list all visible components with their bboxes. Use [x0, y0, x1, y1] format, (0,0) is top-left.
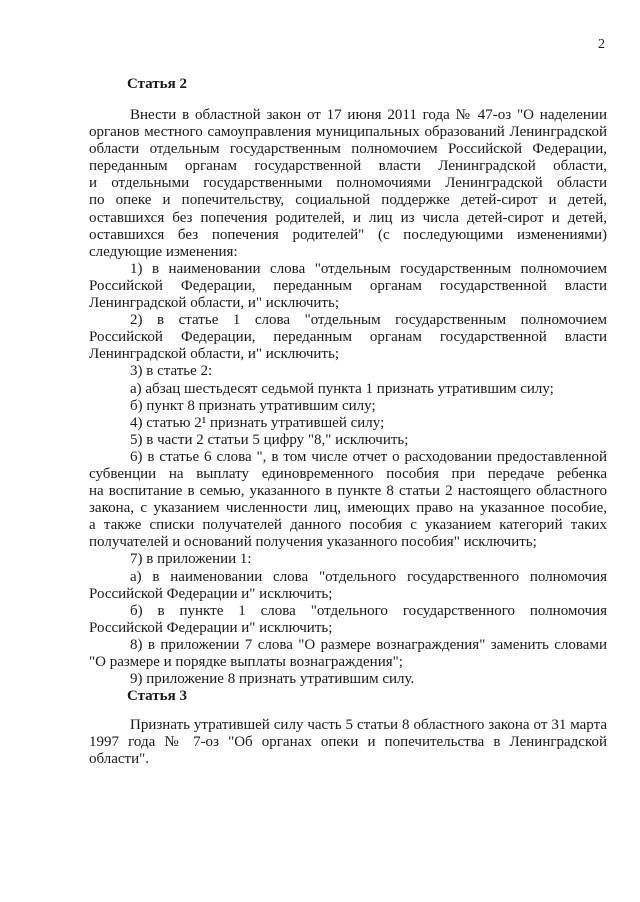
text-line: 1) в наименовании слова "отдельным государственным полномочием: [130, 260, 607, 277]
article-3-heading: Статья 3: [127, 688, 187, 704]
text-line: 9) приложение 8 признать утратившим силу.: [130, 671, 415, 688]
text-line: закона, с указанием численности лиц, имеющих право на указанное пособие,: [89, 500, 607, 517]
text-line: 3) в статье 2:: [130, 363, 213, 380]
text-line: "О размере и порядке выплаты вознаграждения";: [89, 654, 403, 670]
text-line: по опеке и попечительству, социальной поддержке детей-сирот и детей,: [89, 192, 607, 209]
text-line: оставшихся без попечения родителей, и лиц из числа детей-сирот и детей,: [89, 209, 607, 226]
text-line: 8) в приложении 7 слова "О размере вознаграждения" заменить словами: [130, 636, 607, 653]
text-line: Ленинградской области, и" исключить;: [89, 295, 339, 312]
text-line: органов местного самоуправления муниципальных образований Ленинградской: [89, 124, 607, 141]
text-line: 4) статью 2¹ признать утратившей силу;: [130, 414, 385, 431]
text-line: б) пункт 8 признать утратившим силу;: [130, 397, 376, 414]
text-line: оставшихся без попечения родителей" (с последующими изменениями): [89, 226, 607, 243]
text-line: переданным органам государственной власти Ленинградской области,: [89, 158, 607, 175]
text-line: субвенции на выплату единовременного пособия при передаче ребенка: [89, 465, 607, 482]
text-line: Российской Федерации, переданным органам государственной власти: [89, 277, 607, 294]
text-line: и отдельными государственными полномочиями Ленинградской области: [89, 175, 607, 192]
text-line: Признать утратившей силу часть 5 статьи 8 областного закона от 31 марта: [130, 717, 607, 733]
article-3-body: [89, 717, 607, 768]
text-line: 6) в статье 6 слова ", в том числе отчет о расходовании предоставленной: [130, 448, 607, 465]
text-line: Российской Федерации и" исключить;: [89, 619, 333, 636]
text-line: Внести в областной закон от 17 июня 2011 года № 47-оз "О наделении: [130, 107, 607, 123]
text-line: области отдельным государственным полномочием Российской Федерации,: [89, 141, 607, 158]
text-line: Российской Федерации и" исключить;: [89, 585, 333, 602]
text-line: 2) в статье 1 слова "отдельным государственным полномочием: [130, 312, 607, 329]
text-line: Российской Федерации, переданным органам государственной власти: [89, 329, 607, 346]
text-line: а) абзац шестьдесят седьмой пункта 1 признать утратившим силу;: [130, 380, 554, 397]
text-line: получателей и оснований получения указанного пособия" исключить;: [89, 534, 537, 551]
text-line: 7) в приложении 1:: [130, 551, 252, 568]
text-line: следующие изменения:: [89, 243, 238, 260]
text-line: а также списки получателей данного пособия с указанием категорий таких: [89, 517, 607, 534]
page-number: 2: [598, 37, 605, 52]
text-line: 5) в части 2 статьи 5 цифру "8," исключить;: [130, 431, 409, 448]
article-2-heading: Статья 2: [127, 76, 187, 92]
article-2-body: [89, 107, 607, 688]
text-line: Ленинградской области, и" исключить;: [89, 346, 339, 363]
text-line: области".: [89, 751, 150, 768]
text-line: а) в наименовании слова "отдельного государственного полномочия: [130, 568, 607, 585]
text-line: на воспитание в семью, указанного в пункте 8 статьи 2 настоящего областного: [89, 483, 607, 500]
text-line: б) в пункте 1 слова "отдельного государственного полномочия: [130, 602, 607, 619]
text-line: 1997 года № 7-оз "Об органах опеки и попечительства в Ленинградской: [89, 734, 607, 751]
